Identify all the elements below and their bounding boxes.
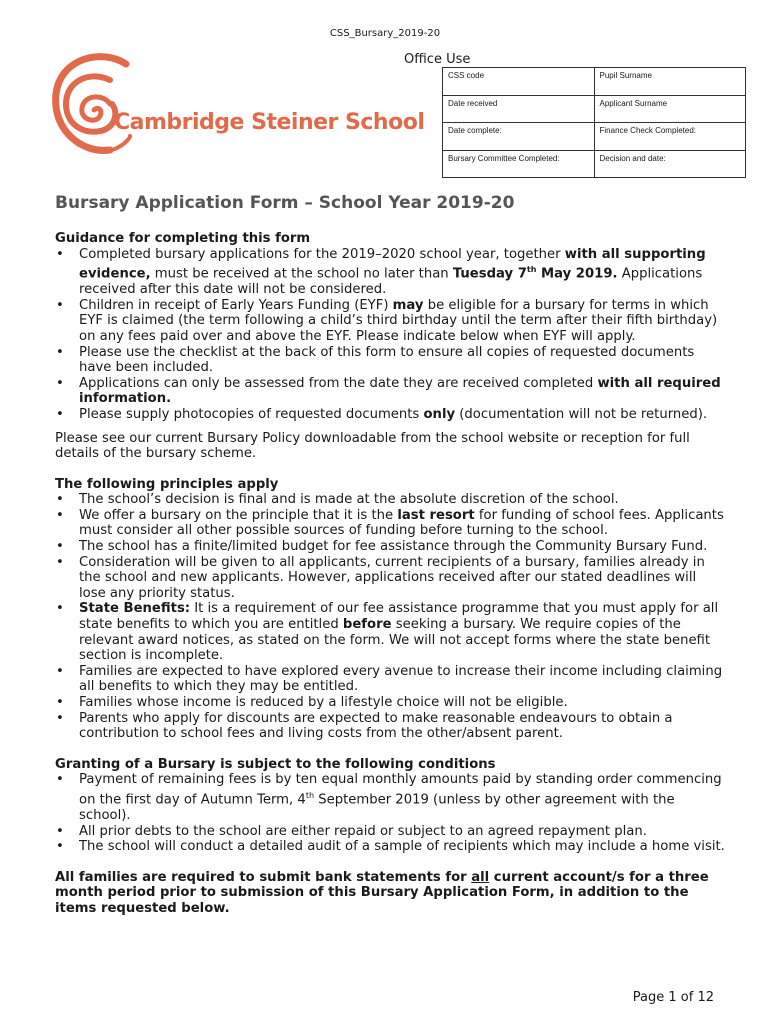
office-cell-date-complete: Date complete:: [443, 123, 595, 151]
office-cell-date-received: Date received: [443, 95, 595, 123]
table-row: [443, 150, 746, 178]
principles-list: [55, 492, 725, 742]
list-item: • Parents who apply for discounts are expected to make reasonable endeavours to obtain a contribution to school fees and living costs from the other/absent parent.: [55, 711, 725, 742]
school-name: Cambridge Steiner School: [114, 110, 425, 135]
document-body: [55, 231, 725, 917]
list-item: • The school has a finite/limited budget for fee assistance through the Community Bursary Fund.: [55, 539, 725, 555]
list-item: • The school will conduct a detailed audit of a sample of recipients which may include a home visit.: [55, 839, 725, 855]
office-cell-css-code: CSS code: [443, 68, 595, 96]
table-row: [443, 95, 746, 123]
list-item: • Completed bursary applications for the 2019–2020 school year, together with all supporting evidence, must be received at the school no later than Tuesday 7th May 2019. Applications received after this date will not be considered.: [55, 247, 725, 298]
list-item: • All prior debts to the school are either repaid or subject to an agreed repayment plan.: [55, 824, 725, 840]
list-item: • Please use the checklist at the back of this form to ensure all copies of requested documents have been included.: [55, 345, 725, 376]
list-item: • The school’s decision is final and is made at the absolute discretion of the school.: [55, 492, 725, 508]
table-row: [443, 123, 746, 151]
office-use-table: [442, 67, 746, 178]
conditions-list: [55, 772, 725, 854]
conditions-heading: Granting of a Bursary is subject to the following conditions: [55, 756, 496, 772]
guidance-heading: Guidance for completing this form: [55, 231, 311, 246]
office-cell-pupil-surname: Pupil Surname: [594, 68, 746, 96]
list-item: • Payment of remaining fees is by ten equal monthly amounts paid by standing order commencing on the first day of Autumn Term, 4th September 2019 (unless by other agreement with the school).: [55, 772, 725, 823]
list-item: • Consideration will be given to all applicants, current recipients of a bursary, families already in the school and new applicants. However, applications received after our stated deadlines will lose any priority status.: [55, 555, 725, 602]
principles-heading: The following principles apply: [55, 476, 279, 492]
school-logo: [52, 50, 425, 160]
office-cell-finance-check: Finance Check Completed:: [594, 123, 746, 151]
list-item: • State Benefits: It is a requirement of our fee assistance programme that you must apply for all state benefits to which you are entitled before seeking a bursary. We require copies of the relevant award notices, as stated on the form. We will not accept forms where the state benefit section is incomplete.: [55, 601, 725, 663]
bank-statement-note: All families are required to submit bank statements for all current account/s for a three month period prior to submission of this Bursary Application Form, in addition to the items requested below.: [55, 869, 709, 916]
office-cell-committee-completed: Bursary Committee Completed:: [443, 150, 595, 178]
list-item: • Families are expected to have explored every avenue to increase their income including claiming all benefits to which they may be entitled.: [55, 664, 725, 695]
list-item: • Please supply photocopies of requested documents only (documentation will not be returned).: [55, 407, 725, 423]
page-number: Page 1 of 12: [632, 990, 714, 1005]
office-cell-applicant-surname: Applicant Surname: [594, 95, 746, 123]
guidance-list: [55, 247, 725, 423]
office-use-title: Office Use: [404, 52, 471, 67]
list-item: • Applications can only be assessed from the date they are received completed with all required information.: [55, 376, 725, 407]
document-header: CSS_Bursary_2019-20: [329, 28, 441, 39]
office-cell-decision-date: Decision and date:: [594, 150, 746, 178]
page-title: Bursary Application Form – School Year 2019-20: [55, 193, 515, 213]
list-item: • We offer a bursary on the principle that it is the last resort for funding of school fees. Applicants must consider all other possible sources of funding before turning to the school.: [55, 508, 725, 539]
spiral-logo-icon: [52, 50, 132, 160]
list-item: • Families whose income is reduced by a lifestyle choice will not be eligible.: [55, 695, 725, 711]
list-item: • Children in receipt of Early Years Funding (EYF) may be eligible for a bursary for terms in which EYF is claimed (the term following a child’s third birthday until the term after their fifth birthday) on any fees paid over and above the EYF. Please indicate below when EYF will apply.: [55, 298, 725, 345]
table-row: [443, 68, 746, 96]
policy-note: Please see our current Bursary Policy downloadable from the school website or reception for full details of the bursary scheme.: [55, 430, 690, 462]
